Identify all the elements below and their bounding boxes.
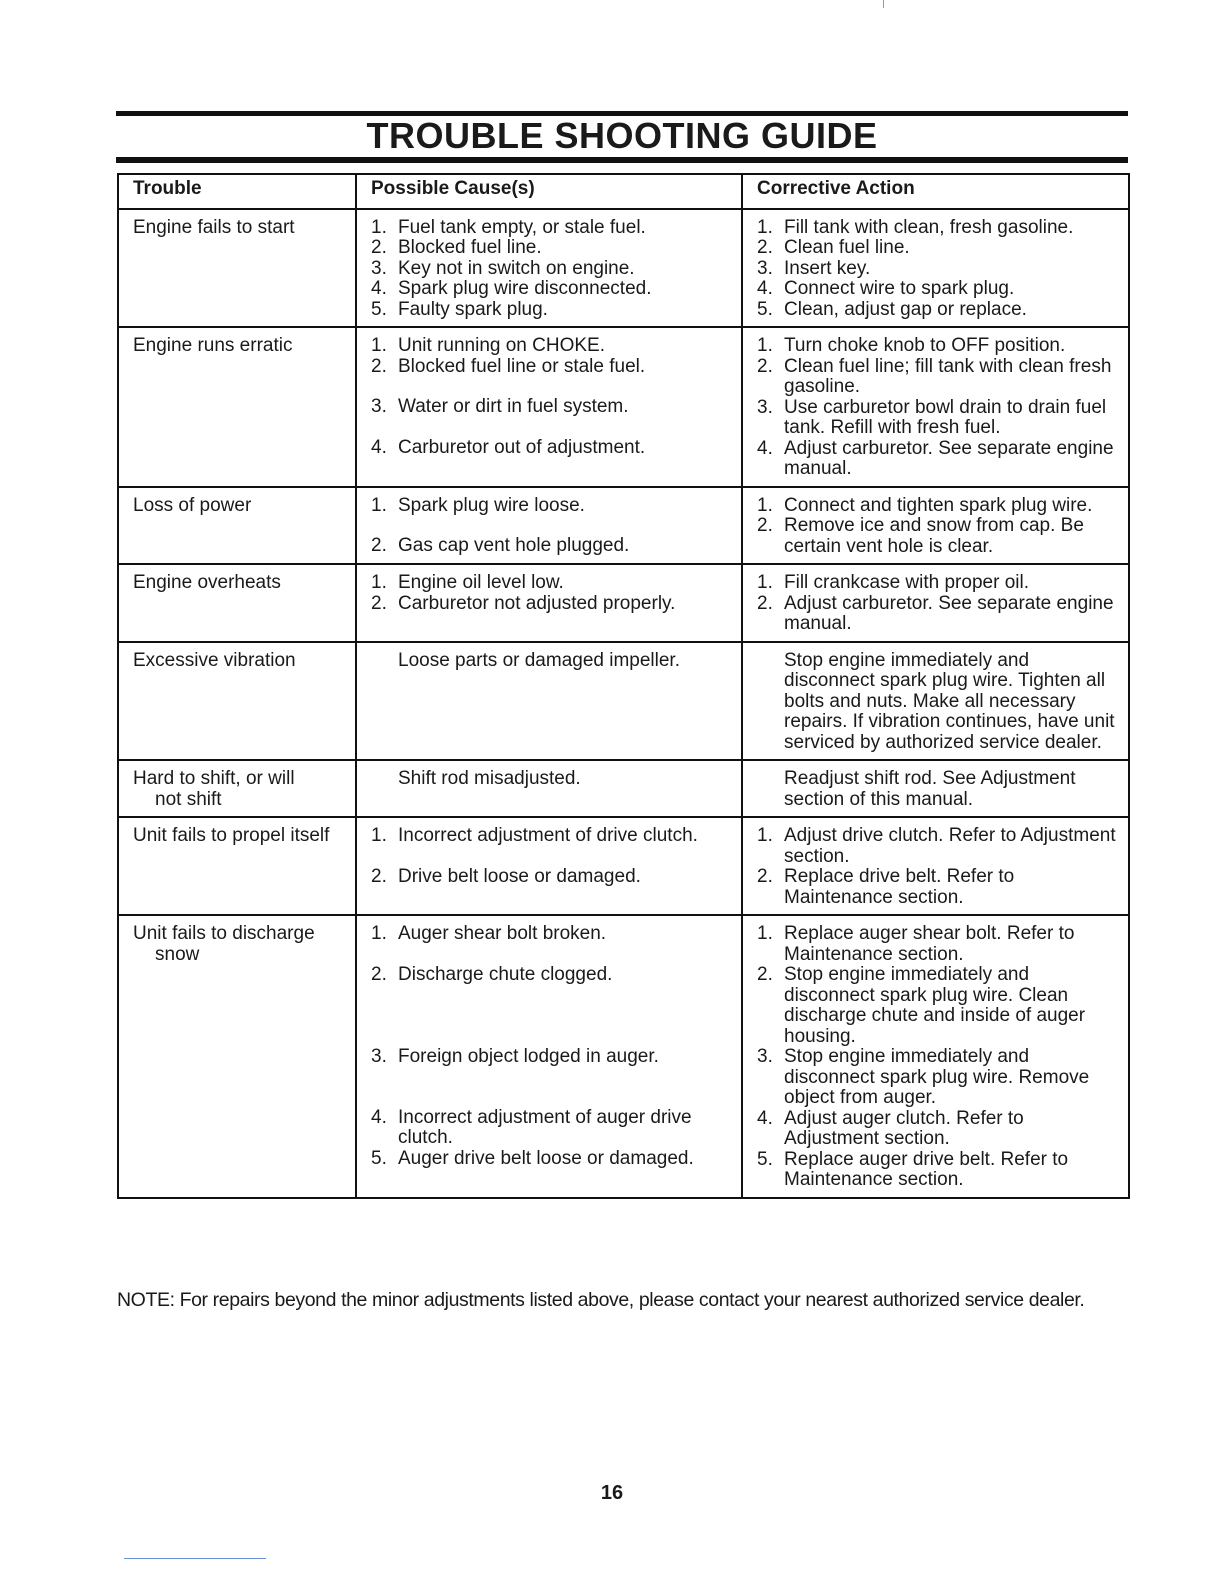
list-item: 3. Key not in switch on engine. (371, 257, 635, 279)
page-title: TROUBLE SHOOTING GUIDE (366, 115, 878, 156)
trouble-cell (118, 642, 356, 761)
list-item: 5. Faulty spark plug. (371, 298, 548, 320)
action-text: Readjust shift rod. See Adjustment section of this manual. (784, 768, 1076, 810)
page-number: 16 (600, 1482, 624, 1504)
causes-cell (356, 817, 742, 915)
actions-cell (742, 209, 1129, 328)
list-item: 1. Fill tank with clean, fresh gasoline. (757, 216, 1074, 238)
trouble-text: Engine fails to start (133, 216, 295, 238)
list-item: 5. Replace auger drive belt. Refer to Maintenance section. (757, 1148, 1069, 1190)
list-item: 2. Stop engine immediately and disconnect spark plug wire. Clean discharge chute and inside of auger housing. (757, 964, 1086, 1047)
list-item: 3. Insert key. (757, 257, 871, 279)
list-item: 4. Carburetor out of adjustment. (371, 436, 646, 458)
actions-cell (742, 327, 1129, 487)
table-row (118, 817, 1129, 915)
causes-cell (356, 915, 742, 1198)
list-item: 1. Turn choke knob to OFF position. (757, 335, 1066, 356)
table-row (118, 564, 1129, 642)
table-row (118, 487, 1129, 565)
trouble-cell (118, 760, 356, 817)
actions-cell (742, 915, 1129, 1198)
trouble-text: Unit fails to propel itself (133, 825, 330, 846)
list-item: 4. Incorrect adjustment of auger drive clutch. (371, 1106, 692, 1148)
list-item: 1. Replace auger shear bolt. Refer to Maintenance section. (757, 923, 1075, 965)
list-item: 2. Carburetor not adjusted properly. (371, 592, 676, 614)
trouble-cell (118, 487, 356, 565)
table-row (118, 760, 1129, 817)
actions-cell (742, 487, 1129, 565)
actions-cell (742, 817, 1129, 915)
cause-text: Loose parts or damaged impeller. (398, 649, 680, 671)
trouble-text: Engine runs erratic (133, 335, 293, 356)
trouble-cell (118, 564, 356, 642)
actions-cell (742, 760, 1129, 817)
causes-cell (356, 642, 742, 761)
trouble-text: Excessive vibration (133, 649, 296, 671)
trouble-text: Loss of power (133, 494, 252, 516)
causes-cell (356, 487, 742, 565)
list-item: 2. Adjust carburetor. See separate engine manual. (757, 592, 1114, 634)
list-item: 1. Spark plug wire loose. (371, 494, 585, 516)
list-item: 2. Blocked fuel line. (371, 237, 542, 258)
list-item: 3. Use carburetor bowl drain to drain fuel tank. Refill with fresh fuel. (757, 396, 1107, 438)
list-item: 1. Incorrect adjustment of drive clutch. (371, 825, 698, 846)
trouble-text: Hard to shift, or will (133, 768, 295, 789)
table-row (118, 209, 1129, 328)
trouble-cell (118, 915, 356, 1198)
scan-mark (124, 1558, 266, 1559)
list-item: 1. Unit running on CHOKE. (371, 335, 605, 356)
list-item: 4. Connect wire to spark plug. (757, 278, 1015, 299)
table-header-row (118, 174, 1129, 209)
causes-cell (356, 760, 742, 817)
list-item: 4. Adjust auger clutch. Refer to Adjustment section. (757, 1107, 1024, 1149)
header-possible-causes: Possible Cause(s) (356, 174, 742, 209)
list-item: 5. Clean, adjust gap or replace. (757, 298, 1027, 320)
list-item: 2. Clean fuel line. (757, 237, 910, 258)
actions-cell (742, 564, 1129, 642)
repair-note: NOTE: For repairs beyond the minor adjustments listed above, please contact your nearest authorized service dealer. (117, 1289, 1085, 1311)
list-item: 2. Gas cap vent hole plugged. (371, 535, 630, 556)
list-item: 2. Remove ice and snow from cap. Be certain vent hole is clear. (757, 515, 1084, 557)
causes-cell (356, 564, 742, 642)
trouble-text-continued: snow (155, 943, 200, 965)
header-corrective-action: Corrective Action (742, 174, 1129, 209)
causes-cell (356, 209, 742, 328)
troubleshooting-table (117, 173, 1130, 1199)
table-row (118, 642, 1129, 761)
scan-mark (883, 0, 884, 8)
trouble-text: Unit fails to discharge (133, 923, 315, 944)
list-item: 4. Adjust carburetor. See separate engine manual. (757, 437, 1114, 479)
table-row (118, 915, 1129, 1198)
list-item: 2. Blocked fuel line or stale fuel. (371, 355, 646, 377)
actions-cell (742, 642, 1129, 761)
causes-cell (356, 327, 742, 487)
action-text: Stop engine immediately and disconnect spark plug wire. Tighten all bolts and nuts. Make all necessary repairs. If vibration continues, have unit serviced by authorized service dealer. (784, 649, 1115, 753)
list-item: 1. Adjust drive clutch. Refer to Adjustment section. (757, 825, 1116, 867)
list-item: 4. Spark plug wire disconnected. (371, 278, 652, 299)
trouble-text: Engine overheats (133, 572, 281, 593)
trouble-cell (118, 817, 356, 915)
list-item: 1. Engine oil level low. (371, 572, 564, 593)
list-item: 5. Auger drive belt loose or damaged. (371, 1147, 694, 1169)
trouble-text-continued: not shift (155, 788, 222, 810)
list-item: 1. Fuel tank empty, or stale fuel. (371, 216, 646, 238)
list-item: 2. Replace drive belt. Refer to Maintenance section. (757, 866, 1015, 908)
list-item: 1. Auger shear bolt broken. (371, 923, 607, 944)
list-item: 3. Foreign object lodged in auger. (371, 1046, 659, 1067)
list-item: 2. Clean fuel line; fill tank with clean fresh gasoline. (757, 355, 1112, 397)
cause-text: Shift rod misadjusted. (398, 768, 581, 789)
table-row (118, 327, 1129, 487)
title-underline-rule (116, 157, 1128, 163)
list-item: 3. Water or dirt in fuel system. (371, 396, 629, 417)
list-item: 3. Stop engine immediately and disconnect spark plug wire. Remove object from auger. (757, 1046, 1090, 1108)
trouble-cell (118, 209, 356, 328)
list-item: 1. Connect and tighten spark plug wire. (757, 494, 1093, 516)
list-item: 1. Fill crankcase with proper oil. (757, 572, 1029, 593)
trouble-cell (118, 327, 356, 487)
header-trouble: Trouble (118, 174, 356, 209)
list-item: 2. Drive belt loose or damaged. (371, 865, 641, 887)
list-item: 2. Discharge chute clogged. (371, 963, 613, 985)
